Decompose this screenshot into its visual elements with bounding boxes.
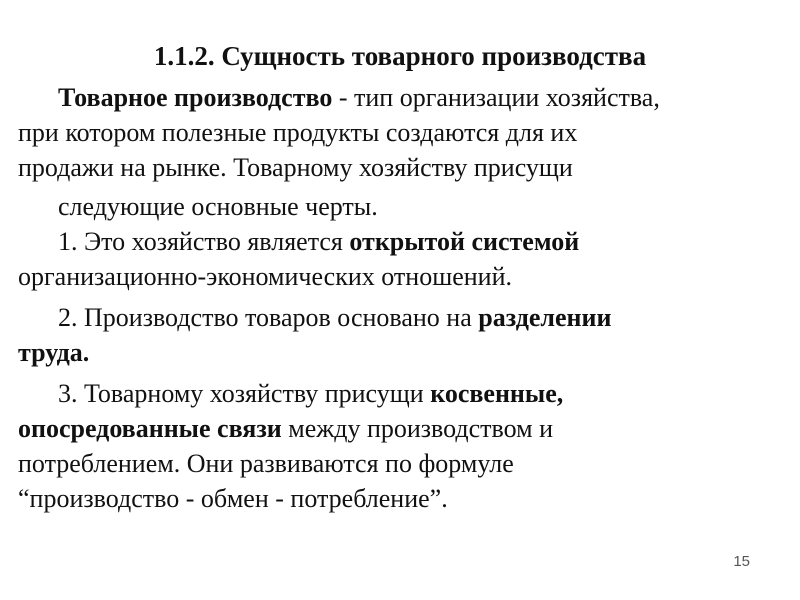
intro-text-2: при котором полезные продукты создаются для их [18,118,578,147]
feature-1-line2: организационно-экономических отношений. [18,262,512,291]
feature-2-prefix: 2. Производство товаров основано на [58,303,479,332]
feature-1-prefix: 1. Это хозяйство является [58,227,350,256]
slide-body [18,80,788,522]
intro-paragraph [18,80,788,224]
intro-text-4: следующие основные черты. [58,192,378,221]
feature-2-line2: труда. [18,338,90,367]
slide-title: 1.1.2. Сущность товарного производства [153,41,647,71]
feature-3-line3: потреблением. Они развиваются по формуле [18,449,514,478]
feature-2 [18,300,788,370]
intro-text-1: - тип организации хозяйства, [332,83,660,112]
feature-3-line4: “производство - обмен - потребление”. [18,484,448,513]
intro-text-3: продажи на рынке. Товарному хозяйству присущи [18,153,573,182]
feature-3 [18,376,788,516]
feature-3-prefix: 3. Товарному хозяйству присущи [58,379,431,408]
feature-3-line2-rest: между производством и [281,414,554,443]
feature-1 [18,224,788,294]
feature-2-bold: разделении [478,303,612,332]
feature-3-bold: косвенные, [430,379,564,408]
page-number: 15 [733,553,750,570]
feature-3-line2-bold: опосредованные связи [18,414,282,443]
feature-1-bold: открытой системой [349,227,580,256]
intro-term: Товарное производство [58,83,333,112]
